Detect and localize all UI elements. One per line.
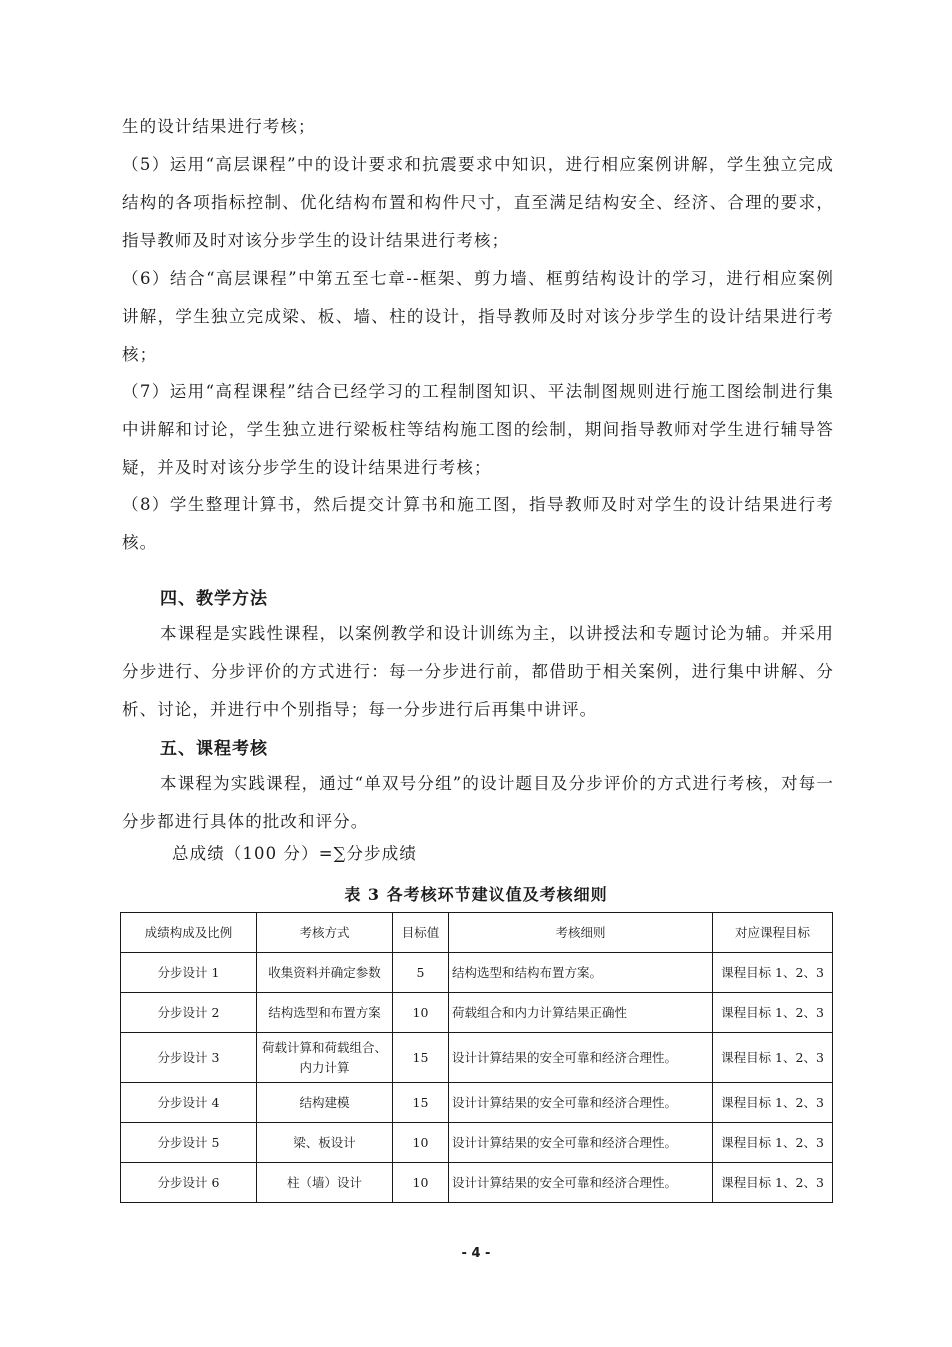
table-cell: 课程目标 1、2、3 [713, 1033, 833, 1083]
table-cell: 设计计算结果的安全可靠和经济合理性。 [449, 1123, 713, 1163]
paragraph-step-7: （7）运用“高程课程”结合已经学习的工程制图知识、平法制图规则进行施工图绘制进行集中讲解和讨论，学生独立进行梁板柱等结构施工图的绘制，期间指导教师对学生进行辅导答疑，并及时对该分步学生的设计结果进行考核； [122, 382, 834, 477]
table-row [121, 953, 833, 993]
table-cell: 15 [393, 1083, 449, 1123]
table-cell: 10 [393, 1163, 449, 1203]
table-row [121, 1123, 833, 1163]
section-heading-course-assessment: 五、课程考核 [160, 739, 268, 759]
table-cell: 设计计算结果的安全可靠和经济合理性。 [449, 1033, 713, 1083]
table-cell: 10 [393, 1123, 449, 1163]
header-cell: 对应课程目标 [713, 913, 833, 953]
table-cell: 课程目标 1、2、3 [713, 1163, 833, 1203]
table-cell: 设计计算结果的安全可靠和经济合理性。 [449, 1163, 713, 1203]
table-row [121, 993, 833, 1033]
grade-formula: 总成绩（100 分）=∑分步成绩 [172, 844, 417, 863]
table-cell: 课程目标 1、2、3 [713, 1083, 833, 1123]
table-cell: 设计计算结果的安全可靠和经济合理性。 [449, 1083, 713, 1123]
table-cell: 收集资料并确定参数 [257, 953, 393, 993]
header-cell: 考核细则 [449, 913, 713, 953]
table-cell: 结构建模 [257, 1083, 393, 1123]
table-cell: 分步设计 5 [121, 1123, 257, 1163]
table-cell: 5 [393, 953, 449, 993]
paragraph-step-8: （8）学生整理计算书，然后提交计算书和施工图，指导教师及时对学生的设计结果进行考核。 [122, 495, 834, 552]
table-cell: 分步设计 2 [121, 993, 257, 1033]
table-cell: 结构选型和结构布置方案。 [449, 953, 713, 993]
paragraph-continued: 生的设计结果进行考核； [122, 117, 316, 136]
table-cell: 荷载组合和内力计算结果正确性 [449, 993, 713, 1033]
table-cell: 柱（墙）设计 [257, 1163, 393, 1203]
table-cell: 结构选型和布置方案 [257, 993, 393, 1033]
page-number: - 4 - [461, 1246, 491, 1261]
header-cell: 目标值 [393, 913, 449, 953]
table-cell: 分步设计 1 [121, 953, 257, 993]
table-cell: 10 [393, 993, 449, 1033]
section-heading-teaching-methods: 四、教学方法 [160, 589, 268, 609]
paragraph-step-6: （6）结合“高层课程”中第五至七章--框架、剪力墙、框剪结构设计的学习，进行相应案例讲解，学生独立完成梁、板、墙、柱的设计，指导教师及时对该分步学生的设计结果进行考核； [122, 269, 834, 364]
table-cell: 分步设计 3 [121, 1033, 257, 1083]
table-row [121, 1033, 833, 1083]
table-cell: 梁、板设计 [257, 1123, 393, 1163]
table-title: 表 3 各考核环节建议值及考核细则 [344, 885, 608, 904]
table-header-row [121, 913, 833, 953]
table-row [121, 1163, 833, 1203]
table-row [121, 1083, 833, 1123]
table-cell: 15 [393, 1033, 449, 1083]
table-cell: 荷载计算和荷载组合、内力计算 [257, 1033, 393, 1083]
header-cell: 考核方式 [257, 913, 393, 953]
paragraph-step-5: （5）运用“高层课程”中的设计要求和抗震要求中知识，进行相应案例讲解，学生独立完成结构的各项指标控制、优化结构布置和构件尺寸，直至满足结构安全、经济、合理的要求，指导教师及时对该分步学生的设计结果进行考核； [122, 155, 834, 250]
assessment-table [120, 912, 833, 1203]
table-cell: 课程目标 1、2、3 [713, 1123, 833, 1163]
header-cell: 成绩构成及比例 [121, 913, 257, 953]
table-cell: 分步设计 6 [121, 1163, 257, 1203]
table-cell: 分步设计 4 [121, 1083, 257, 1123]
paragraph-course-assessment: 本课程为实践课程，通过“单双号分组”的设计题目及分步评价的方式进行考核，对每一分步都进行具体的批改和评分。 [122, 774, 834, 831]
table-cell: 课程目标 1、2、3 [713, 953, 833, 993]
table-cell: 课程目标 1、2、3 [713, 993, 833, 1033]
paragraph-teaching-methods: 本课程是实践性课程，以案例教学和设计训练为主，以讲授法和专题讨论为辅。并采用分步进行、分步评价的方式进行：每一分步进行前，都借助于相关案例，进行集中讲解、分析、讨论，并进行中个别指导；每一分步进行后再集中讲评。 [122, 624, 834, 719]
